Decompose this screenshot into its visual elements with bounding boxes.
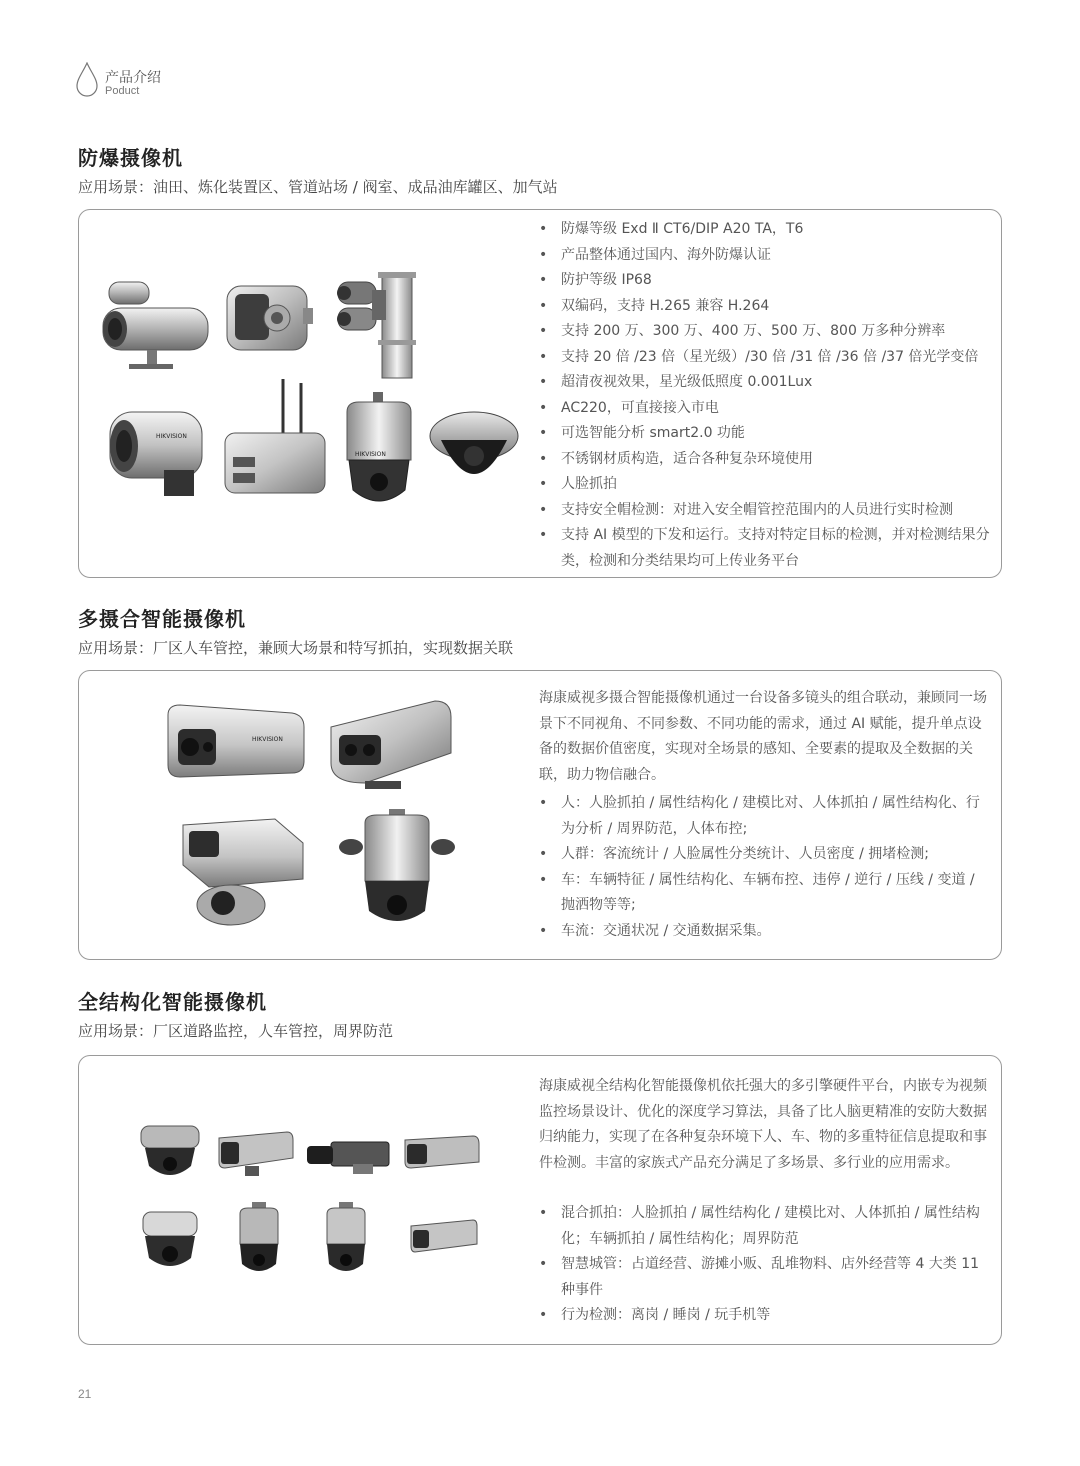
- structured-speed-dome-camera-2-image: [321, 1200, 371, 1284]
- feature-list: [539, 1201, 991, 1329]
- feature-item: • 行为检测：离岗 / 睡岗 / 玩手机等: [539, 1303, 991, 1329]
- multi-lens-box-dome-camera-image: [179, 813, 309, 932]
- feature-item: • 人脸抓拍: [539, 472, 991, 498]
- header-title-cn: 产品介绍: [105, 70, 161, 86]
- structured-bullet-camera-3-image: [407, 1216, 479, 1268]
- feature-item: • 车：车辆特征 / 属性结构化、车辆布控、违停 / 逆行 / 压线 / 变道 / 抛洒物等等;: [539, 868, 991, 919]
- product-intro: 海康威视多摄合智能摄像机通过一台设备多镜头的组合联动，兼顾同一场景下不同视角、不同参数、不同功能的需求，通过 AI 赋能，提升单点设备的数据价值密度，实现对全场景的感知、全要素的提取及全数据的关联，助力物信融合。: [539, 690, 987, 783]
- section-scene: 应用场景：厂区道路监控，人车管控，周界防范: [78, 1022, 394, 1040]
- svg-text:HIKVISION: HIKVISION: [156, 433, 187, 440]
- header-title-en: Poduct: [105, 85, 140, 97]
- explosion-proof-wireless-camera-image: [219, 375, 329, 509]
- section-title: 多摄合智能摄像机: [78, 607, 246, 631]
- feature-item: • 支持安全帽检测：对进入安全帽管控范围内的人员进行实时检测: [539, 498, 991, 524]
- structured-bullet-camera-2-image: [401, 1130, 481, 1184]
- structured-ptz-mini-camera-image: [137, 1206, 203, 1280]
- section-scene: 应用场景：厂区人车管控，兼顾大场景和特写抓拍，实现数据关联: [78, 639, 514, 657]
- product-card-explosion-proof: [78, 209, 1002, 578]
- explosion-proof-dome-camera-image: [427, 408, 522, 497]
- explosion-proof-ptz-mast-camera-image: [334, 268, 424, 387]
- feature-item: • 人：人脸抓拍 / 属性结构化 / 建模比对、人体抓拍 / 属性结构化、行为分析 / 周界防范，人体布控;: [539, 791, 991, 842]
- feature-item: • 支持 20 倍 /23 倍（星光级）/30 倍 /31 倍 /36 倍 /37 倍光学变倍: [539, 345, 991, 371]
- feature-item: • 支持 200 万、300 万、400 万、500 万、800 万多种分辨率: [539, 319, 991, 345]
- explosion-proof-housing-camera-image: [219, 280, 314, 366]
- feature-item: • 混合抓拍：人脸抓拍 / 属性结构化 / 建模比对、人体抓拍 / 属性结构化；车辆抓拍 / 属性结构化；周界防范: [539, 1201, 991, 1252]
- explosion-proof-thermal-bullet-camera-image: [104, 408, 209, 504]
- section-title: 全结构化智能摄像机: [78, 990, 267, 1014]
- multi-lens-ptz-camera-image: [337, 807, 457, 936]
- feature-item: • 双编码，支持 H.265 兼容 H.264: [539, 294, 991, 320]
- feature-item: • 不锈钢材质构造，适合各种复杂环境使用: [539, 447, 991, 473]
- structured-dome-camera-image: [137, 1122, 203, 1190]
- feature-item: • 智慧城管：占道经营、游摊小贩、乱堆物料、店外经营等 4 大类 11 种事件: [539, 1252, 991, 1303]
- product-card-full-structured: [78, 1055, 1002, 1345]
- page-header: [76, 62, 276, 102]
- structured-bullet-camera-image: [215, 1128, 295, 1184]
- svg-text:HIKVISION: HIKVISION: [355, 451, 386, 458]
- feature-item: • 防护等级 IP68: [539, 268, 991, 294]
- structured-box-camera-image: [303, 1134, 393, 1182]
- explosion-proof-speed-dome-camera-image: [341, 390, 416, 519]
- multi-lens-housing-camera-image: [325, 697, 455, 796]
- feature-list: [539, 791, 991, 944]
- multi-lens-bullet-camera-image: [164, 701, 309, 785]
- feature-item: • 人群：客流统计 / 人脸属性分类统计、人员密度 / 拥堵检测;: [539, 842, 991, 868]
- water-drop-icon: [76, 62, 98, 98]
- feature-item: • 支持 AI 模型的下发和运行。支持对特定目标的检测，并对检测结果分类，检测和分类结果均可上传业务平台: [539, 523, 991, 574]
- feature-item: • 可选智能分析 smart2.0 功能: [539, 421, 991, 447]
- section-title: 防爆摄像机: [78, 146, 183, 170]
- feature-item: • AC220，可直接接入市电: [539, 396, 991, 422]
- feature-item: • 防爆等级 Exd Ⅱ CT6/DIP A20 TA，T6: [539, 217, 991, 243]
- feature-item: • 产品整体通过国内、海外防爆认证: [539, 243, 991, 269]
- page-number: 21: [78, 1387, 92, 1401]
- structured-speed-dome-camera-image: [234, 1200, 284, 1284]
- explosion-proof-bullet-camera-image: [99, 278, 214, 374]
- product-intro: 海康威视全结构化智能摄像机依托强大的多引擎硬件平台，内嵌专为视频监控场景设计、优化的深度学习算法，具备了比人脑更精准的安防大数据归纳能力，实现了在各种复杂环境下人、车、物的多重特征信息提取和事件检测。丰富的家族式产品充分满足了多场景、多行业的应用需求。: [539, 1078, 987, 1171]
- product-card-multi-lens: [78, 670, 1002, 960]
- svg-text:HIKVISION: HIKVISION: [252, 736, 283, 743]
- feature-item: • 车流：交通状况 / 交通数据采集。: [539, 919, 991, 945]
- section-scene: 应用场景：油田、炼化装置区、管道站场 / 阀室、成品油库罐区、加气站: [78, 178, 558, 196]
- feature-item: • 超清夜视效果，星光级低照度 0.001Lux: [539, 370, 991, 396]
- feature-list: [539, 217, 991, 574]
